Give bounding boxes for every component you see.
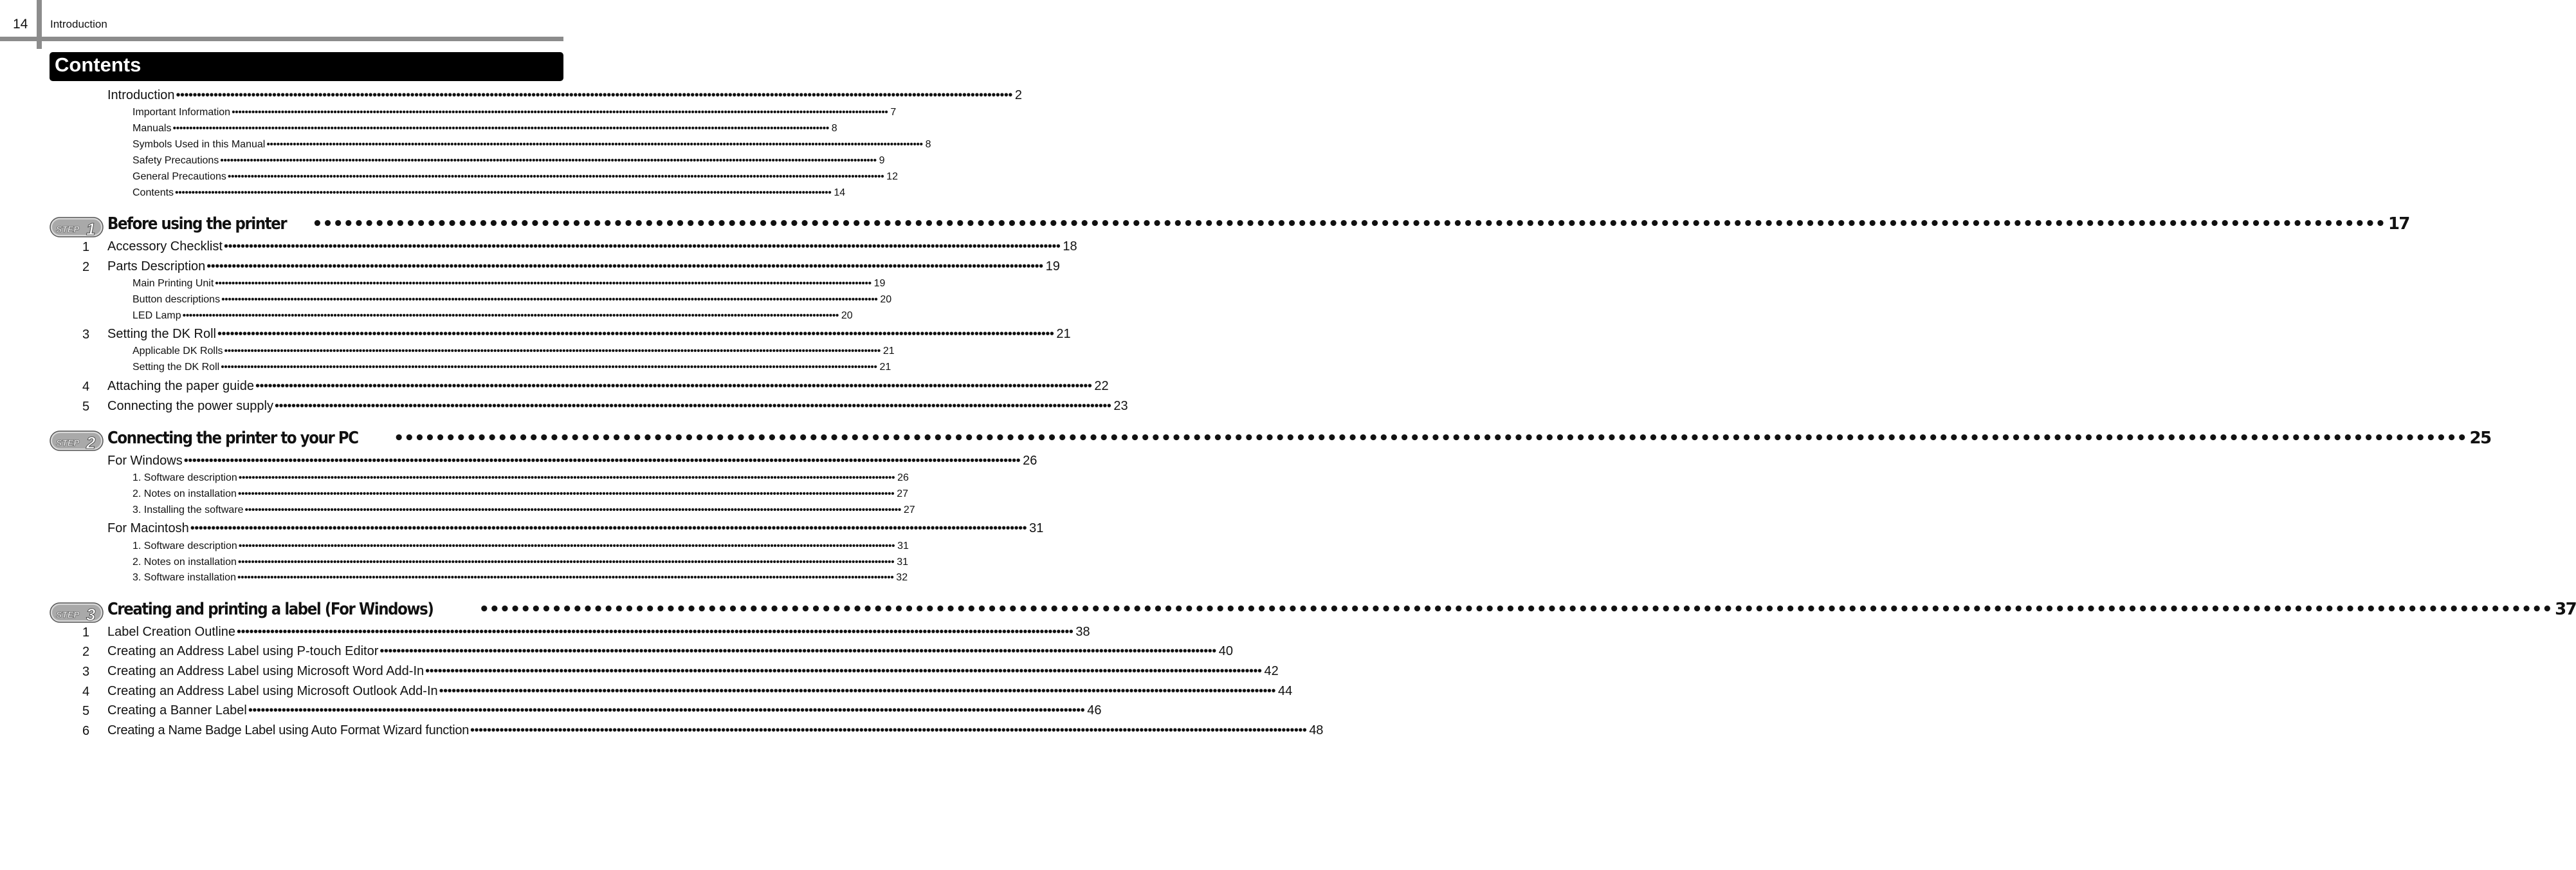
toc-leader: •••••••••••••••••••••••••••••••••••••••••••••••••••••••••••••••••••••••••••••••••••••••••••••••••••••••••••••••••••••••••••••••••••••••••••••••••••••••••••••••••••••••••••••••••••••••••••••••••••••••• [217, 327, 1054, 341]
toc-leader: •••••••••••••••••••••••••••••••••••••••••••••••••••••••••••••••••••••••••••••••••••••••••••••••••••••••••••••••••••••••••••••••••••••••••••••••••••••••••••••••••••••••••••••••••••••••••••••••••••••••• [224, 346, 881, 356]
toc-entry-number: 3 [82, 665, 90, 679]
toc-leader: •••••••••••••••••••••••••••••••••••••••••••••••••••••••••••••••••••••••••••••••••••••••••••••••••••••••••••••••••••••••••••••••••••••••••••••••••••••••••••••••••••••••••••••••••••••••••••••••••••••••• [190, 521, 1027, 535]
toc-subentry[interactable] [132, 362, 891, 373]
toc-entry-label: Attaching the paper guide [107, 379, 254, 393]
toc-entry-label: For Macintosh [107, 521, 189, 535]
toc-subentry-label: Safety Precautions [132, 155, 219, 166]
toc-chapter[interactable] [107, 214, 2409, 234]
toc-entry-page: 44 [1278, 684, 1293, 698]
header-horizontal-rule [0, 37, 563, 41]
toc-leader: •••••••••••••••••••••••••••••••••••••••••••••••••••••••••••••••••••••••••••••••••••••••••••••••••••••••••••••••••••••••••••••••••••••••••••••••••••••••••••••••••••••••••••••••••••••••••••••••••••••••• [232, 107, 888, 118]
toc-subentry-label: 2. Notes on installation [132, 488, 237, 499]
toc-entry-page: 26 [1023, 454, 1037, 468]
toc-entry[interactable] [107, 521, 1044, 536]
toc-subentry-page: 20 [880, 294, 892, 305]
toc-entry-page: 42 [1264, 664, 1279, 678]
toc-entry-number: 1 [82, 625, 90, 640]
toc-leader: •••••••••••••••••••••••••••••••••••••••••••••••••••••••••••••••••••••••••••••••••••••••••••••••••••••••••••••••••••••••••••••••••••••••••••••••••••••••••••••••••••••••••••••••••••••••••••••••••••••••• [238, 541, 895, 551]
toc-leader: •••••••••••••••••••••••••••••••••••••••••••••••••••••••••••••••••••••••••••••••••••••••••••••••••••••••••••••••••••••••••••••••••••••••••••••••••••••••••••••••••••••••••••••••••••••••••••••••••••••••• [379, 644, 1216, 658]
toc-subentry[interactable] [132, 346, 895, 357]
toc-chapter-page: 37 [2555, 600, 2576, 619]
toc-subentry-label: Button descriptions [132, 294, 221, 305]
toc-leader: •••••••••••••••••••••••••••••••••••••••••••••••••••••••••••••••••••••••••••••••••••••••••••••••••••••••••••••••••••••••••••••••••••••••••••••••••••••••••••••••••••••••••••••••••••••••••••••••••••••••• [312, 214, 2386, 234]
toc-subentry[interactable] [132, 278, 886, 290]
step2-badge [50, 430, 104, 451]
toc-subentry-page: 9 [879, 155, 885, 166]
toc-entry-page: 22 [1094, 379, 1109, 393]
toc-entry[interactable] [107, 454, 1037, 468]
toc-subentry-page: 14 [834, 187, 846, 198]
toc-entry-label: Setting the DK Roll [107, 327, 216, 341]
toc-entry[interactable] [107, 399, 1128, 414]
toc-entry[interactable] [107, 327, 1071, 342]
toc-subentry-label: 1. Software description [132, 472, 237, 483]
toc-subentry-page: 21 [882, 346, 895, 356]
toc-subentry-label: 3. Installing the software [132, 504, 244, 515]
step-badge-text: STEP [56, 609, 80, 620]
step-badge-text: STEP [56, 438, 80, 448]
toc-subentry[interactable] [132, 488, 908, 500]
toc-leader: •••••••••••••••••••••••••••••••••••••••••••••••••••••••••••••••••••••••••••••••••••••••••••••••••••••••••••••••••••••••••••••••••••••••••••••••••••••••••••••••••••••••••••••••••••••••••••••••••••••••• [237, 488, 895, 499]
toc-leader: •••••••••••••••••••••••••••••••••••••••••••••••••••••••••••••••••••••••••••••••••••••••••••••••••••••••••••••••••••••••••••••••••••••••••••••••••••••••••••••••••••••••••••••••••••••••••••••••••••••••• [266, 139, 923, 150]
step3-badge [50, 602, 104, 623]
toc-chapter[interactable] [107, 600, 2576, 619]
toc-entry-number: 2 [82, 645, 90, 659]
toc-subentry[interactable] [132, 123, 837, 134]
toc-entry-label: Creating a Name Badge Label using Auto Format Wizard function [107, 723, 470, 737]
toc-leader: •••••••••••••••••••••••••••••••••••••••••••••••••••••••••••••••••••••••••••••••••••••••••••••••••••••••••••••••••••••••••••••••••••••••••••••••••••••••••••••••••••••••••••••••••••••••••••••••••••••••• [223, 239, 1061, 254]
toc-entry[interactable] [107, 259, 1060, 274]
toc-entry-page: 18 [1063, 239, 1077, 254]
toc-entry[interactable] [107, 684, 1293, 699]
step-badge-number: 3 [86, 605, 96, 624]
toc-entry[interactable] [107, 379, 1109, 394]
toc-leader: •••••••••••••••••••••••••••••••••••••••••••••••••••••••••••••••••••••••••••••••••••••••••••••••••••••••••••••••••••••••••••••••••••••••••••••••••••••••••••••••••••••••••••••••••••••••••••••••••••••••• [183, 454, 1021, 468]
toc-chapter-title: Before using the printer [107, 214, 287, 234]
toc-entry-page: 19 [1045, 259, 1060, 273]
toc-entry-number: 6 [82, 724, 90, 738]
toc-entry[interactable] [107, 239, 1077, 254]
toc-leader: •••••••••••••••••••••••••••••••••••••••••••••••••••••••••••••••••••••••••••••••••••••••••••••••••••••••••••••••••••••••••••••••••••••••••••••••••••••••••••••••••••••••••••••••••••••••••••••••••••••••• [172, 123, 829, 134]
toc-subentry-label: Contents [132, 187, 174, 198]
toc-entry-number: 3 [82, 328, 90, 342]
toc-entry-label: For Windows [107, 454, 183, 468]
toc-leader: •••••••••••••••••••••••••••••••••••••••••••••••••••••••••••••••••••••••••••••••••••••••••••••••••••••••••••••••••••••••••••••••••••••••••••••••••••••••••••••••••••••••••••••••••••••••••••••••••••••••• [238, 472, 895, 483]
toc-entry[interactable] [107, 644, 1234, 659]
toc-chapter-title: Connecting the printer to your PC [107, 429, 358, 448]
toc-leader: •••••••••••••••••••••••••••••••••••••••••••••••••••••••••••••••••••••••••••••••••••••••••••••••••••••••••••••••••••••••••••••••••••••••••••••••••••••••••••••••••••••••••••••••••••••••••••••••••••••••• [237, 625, 1073, 639]
toc-entry[interactable] [107, 664, 1279, 679]
toc-subentry-page: 31 [897, 541, 909, 551]
toc-subentry-label: Manuals [132, 123, 172, 134]
toc-leader: •••••••••••••••••••••••••••••••••••••••••••••••••••••••••••••••••••••••••••••••••••••••••••••••••••••••••••••••••••••••••••••••••••••••••••••••••••••••••••••••••••••••••••••••••••••••••••••••••••••••• [425, 664, 1262, 678]
toc-leader: •••••••••••••••••••••••••••••••••••••••••••••••••••••••••••••••••••••••••••••••••••••••••••••••••••••••••••••••••••••••••••••••••••••••••••••••••••••••••••••••••••••••••••••••••••••••••••••••••••••••• [393, 429, 2467, 448]
toc-entry-number: 4 [82, 380, 90, 394]
toc-entry-number: 5 [82, 704, 90, 718]
toc-subentry-label: LED Lamp [132, 310, 181, 321]
toc-subentry-label: Setting the DK Roll [132, 362, 220, 373]
toc-subentry-label: General Precautions [132, 171, 226, 182]
toc-subentry-page: 27 [903, 504, 915, 515]
toc-entry-label: Creating an Address Label using Microsoft Word Add-In [107, 664, 425, 678]
toc-subentry[interactable] [132, 557, 908, 568]
toc-entry-label: Connecting the power supply [107, 399, 273, 413]
toc-leader: •••••••••••••••••••••••••••••••••••••••••••••••••••••••••••••••••••••••••••••••••••••••••••••••••••••••••••••••••••••••••••••••••••••••••••••••••••••••••••••••••••••••••••••••••••••••••••••••••••••••• [274, 399, 1111, 413]
toc-entry-label: Accessory Checklist [107, 239, 223, 254]
toc-subentry-page: 7 [890, 107, 897, 118]
section-label: Introduction [50, 18, 107, 30]
toc-entry-label: Introduction [107, 88, 175, 102]
toc-subentry-page: 32 [896, 572, 908, 583]
toc-subentry[interactable] [132, 572, 908, 584]
toc-entry-page: 46 [1087, 703, 1102, 717]
toc-entry[interactable] [107, 703, 1102, 718]
toc-entry-page: 48 [1309, 723, 1324, 737]
toc-subentry[interactable] [132, 294, 892, 306]
toc-entry[interactable] [107, 723, 1324, 738]
toc-subentry-label: 3. Software installation [132, 572, 236, 583]
toc-subentry-label: Important Information [132, 107, 231, 118]
toc-leader: •••••••••••••••••••••••••••••••••••••••••••••••••••••••••••••••••••••••••••••••••••••••••••••••••••••••••••••••••••••••••••••••••••••••••••••••••••••••••••••••••••••••••••••••••••••••••••••••••••••••• [176, 88, 1012, 102]
toc-leader: •••••••••••••••••••••••••••••••••••••••••••••••••••••••••••••••••••••••••••••••••••••••••••••••••••••••••••••••••••••••••••••••••••••••••••••••••••••••••••••••••••••••••••••••••••••••••••••••••••••••• [470, 723, 1307, 737]
toc-subentry[interactable] [132, 504, 915, 516]
toc-subentry-label: Symbols Used in this Manual [132, 139, 266, 150]
toc-leader: •••••••••••••••••••••••••••••••••••••••••••••••••••••••••••••••••••••••••••••••••••••••••••••••••••••••••••••••••••••••••••••••••••••••••••••••••••••••••••••••••••••••••••••••••••••••••••••••••••••••• [227, 171, 884, 182]
toc-subentry[interactable] [132, 155, 885, 167]
toc-entry-page: 40 [1218, 644, 1234, 658]
toc-leader: •••••••••••••••••••••••••••••••••••••••••••••••••••••••••••••••••••••••••••••••••••••••••••••••••••••••••••••••••••••••••••••••••••••••••••••••••••••••••••••••••••••••••••••••••••••••••••••••••••••••• [220, 155, 877, 166]
toc-subentry-label: 2. Notes on installation [132, 557, 237, 568]
toc-leader: •••••••••••••••••••••••••••••••••••••••••••••••••••••••••••••••••••••••••••••••••••••••••••••••••••••••••••••••••••••••••••••••••••••••••••••••••••••••••••••••••••••••••••••••••••••••••••••••••••••••• [237, 557, 895, 568]
toc-entry-page: 38 [1075, 625, 1090, 639]
toc-subentry-page: 19 [873, 278, 886, 289]
toc-entry[interactable] [107, 88, 1023, 103]
toc-entry-number: 1 [82, 240, 90, 254]
toc-subentry-page: 26 [897, 472, 909, 483]
toc-entry-number: 2 [82, 260, 90, 274]
toc-entry-page: 31 [1029, 521, 1044, 535]
toc-leader: •••••••••••••••••••••••••••••••••••••••••••••••••••••••••••••••••••••••••••••••••••••••••••••••••••••••••••••••••••••••••••••••••••••••••••••••••••••••••••••••••••••••••••••••••••••••••••••••••••••••• [206, 259, 1043, 273]
toc-subentry[interactable] [132, 187, 846, 199]
toc-entry-number: 5 [82, 400, 90, 414]
toc-leader: •••••••••••••••••••••••••••••••••••••••••••••••••••••••••••••••••••••••••••••••••••••••••••••••••••••••••••••••••••••••••••••••••••••••••••••••••••••••••••••••••••••••••••••••••••••••••••••••••••••••• [439, 684, 1276, 698]
toc-leader: •••••••••••••••••••••••••••••••••••••••••••••••••••••••••••••••••••••••••••••••••••••••••••••••••••••••••••••••••••••••••••••••••••••••••••••••••••••••••••••••••••••••••••••••••••••••••••••••••••••••• [175, 187, 832, 198]
toc-leader: •••••••••••••••••••••••••••••••••••••••••••••••••••••••••••••••••••••••••••••••••••••••••••••••••••••••••••••••••••••••••••••••••••••••••••••••••••••••••••••••••••••••••••••••••••••••••••••••••••••••• [182, 310, 839, 321]
toc-chapter-page: 25 [2469, 429, 2491, 448]
toc-entry-page: 2 [1014, 88, 1023, 102]
toc-entry-label: Creating an Address Label using P-touch Editor [107, 644, 379, 658]
toc-chapter-page: 17 [2388, 214, 2409, 234]
toc-entry-label: Creating an Address Label using Microsoft Outlook Add-In [107, 684, 438, 698]
toc-subentry[interactable] [132, 472, 909, 484]
toc-entry-number: 4 [82, 685, 90, 699]
toc-subentry[interactable] [132, 107, 897, 118]
toc-subentry-page: 27 [897, 488, 908, 499]
toc-subentry-label: Applicable DK Rolls [132, 346, 223, 356]
toc-leader: •••••••••••••••••••••••••••••••••••••••••••••••••••••••••••••••••••••••••••••••••••••••••••••••••••••••••••••••••••••••••••••••••••••••••••••••••••••••••••••••••••••••••••••••••••••••••••••••••••••••• [255, 379, 1092, 393]
toc-subentry[interactable] [132, 139, 931, 151]
toc-entry[interactable] [107, 625, 1090, 640]
toc-subentry-page: 12 [886, 171, 898, 182]
toc-entry-page: 21 [1056, 327, 1071, 341]
title-bar [50, 52, 563, 81]
step1-badge [50, 217, 104, 237]
toc-subentry-page: 21 [879, 362, 891, 373]
toc-subentry-label: 1. Software description [132, 541, 237, 551]
toc-subentry-label: Main Printing Unit [132, 278, 214, 289]
toc-leader: •••••••••••••••••••••••••••••••••••••••••••••••••••••••••••••••••••••••••••••••••••••••••••••••••••••••••••••••••••••••••••••••••••••••••••••••••••••••••••••••••••••••••••••••••••••••••••••••••••••••• [215, 278, 872, 289]
toc-leader: •••••••••••••••••••••••••••••••••••••••••••••••••••••••••••••••••••••••••••••••••••••••••••••••••••••••••••••••••••••••••••••••••••••••••••••••••••••••••••••••••••••••••••••••••••••••••••••••••••••••• [221, 294, 878, 305]
toc-subentry[interactable] [132, 541, 909, 552]
toc-subentry-page: 8 [925, 139, 931, 150]
toc-leader: •••••••••••••••••••••••••••••••••••••••••••••••••••••••••••••••••••••••••••••••••••••••••••••••••••••••••••••••••••••••••••••••••••••••••••••••••••••••••••••••••••••••••••••••••••••••••••••••••••••••• [221, 362, 877, 373]
toc-subentry[interactable] [132, 310, 853, 322]
toc-entry-page: 23 [1113, 399, 1128, 413]
toc-chapter[interactable] [107, 429, 2491, 448]
toc-chapter-title: Creating and printing a label (For Windows) [107, 600, 434, 619]
toc-leader: •••••••••••••••••••••••••••••••••••••••••••••••••••••••••••••••••••••••••••••••••••••••••••••••••••••••••••••••••••••••••••••••••••••••••••••••••••••••••••••••••••••••••••••••••••••••••••••••••••••••• [237, 572, 894, 583]
toc-subentry[interactable] [132, 171, 898, 183]
header-vertical-rule [37, 0, 42, 49]
toc-leader: •••••••••••••••••••••••••••••••••••••••••••••••••••••••••••••••••••••••••••••••••••••••••••••••••••••••••••••••••••••••••••••••••••••••••••••••••••••••••••••••••••••••••••••••••••••••••••••••••••••••• [248, 703, 1085, 717]
toc-entry-label: Label Creation Outline [107, 625, 236, 639]
toc-entry-label: Parts Description [107, 259, 206, 273]
toc-leader: •••••••••••••••••••••••••••••••••••••••••••••••••••••••••••••••••••••••••••••••••••••••••••••••••••••••••••••••••••••••••••••••••••••••••••••••••••••••••••••••••••••••••••••••••••••••••••••••••••••••• [244, 504, 901, 515]
toc-subentry-page: 20 [841, 310, 853, 321]
step-badge-text: STEP [56, 224, 80, 234]
toc-entry-label: Creating a Banner Label [107, 703, 247, 717]
toc-subentry-page: 8 [831, 123, 837, 134]
step-badge-number: 2 [86, 433, 96, 452]
toc-subentry-page: 31 [897, 557, 908, 568]
page-title: Contents [55, 53, 142, 76]
toc-leader: •••••••••••••••••••••••••••••••••••••••••••••••••••••••••••••••••••••••••••••••••••••••••••••••••••••••••••••••••••••••••••••••••••••••••••••••••••••••••••••••••••••••••••••••••••••••••••••••••••••••• [479, 600, 2553, 619]
step-badge-number: 1 [86, 219, 96, 239]
page-number: 14 [13, 17, 28, 32]
